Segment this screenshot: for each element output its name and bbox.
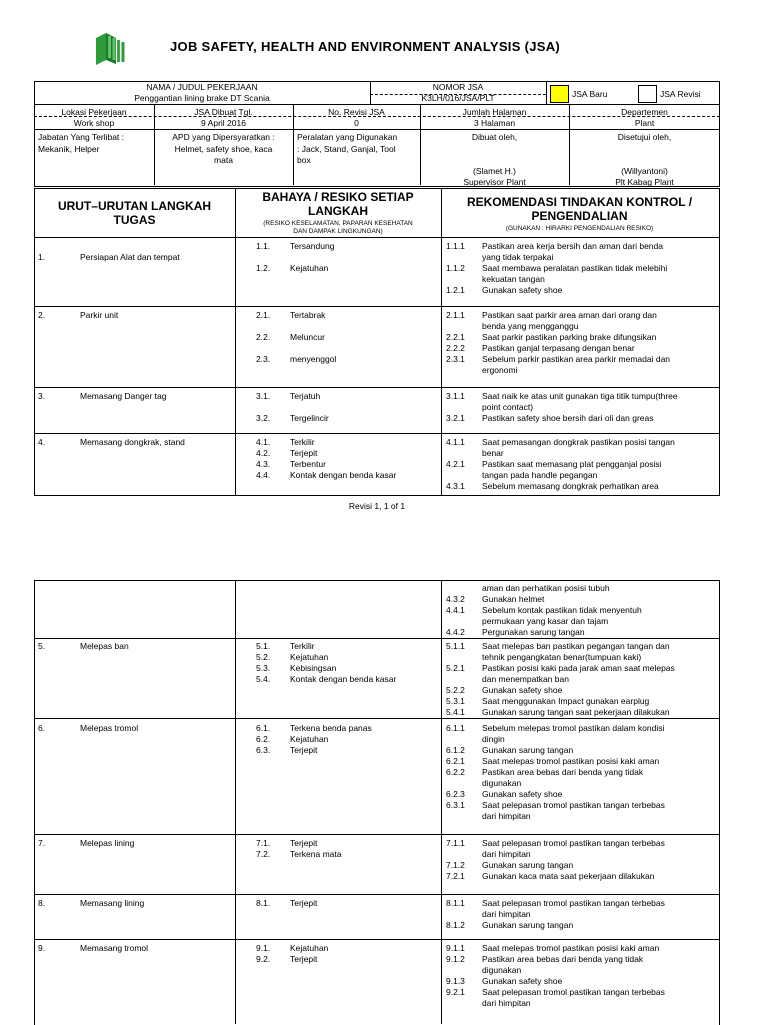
control-number: 6.1.1 — [446, 723, 465, 733]
no-revisi-value: 0 — [354, 118, 359, 128]
control-text: Saat parkir pastikan parking brake difungsikan — [482, 332, 657, 342]
control-number: 6.2.3 — [446, 789, 465, 799]
row-number: 8. — [38, 898, 46, 908]
departemen-value: Plant — [634, 118, 655, 128]
control-text: Saat pelepasan tromol pastikan tangan terbebas — [482, 800, 665, 810]
control-number: 4.4.2 — [446, 627, 465, 637]
row-divider — [34, 638, 720, 639]
hazard-number: 9.2. — [256, 954, 271, 964]
control-text: Pastikan posisi kaki pada jarak aman saat melepas — [482, 663, 675, 673]
row-task: Melepas tromol — [80, 723, 139, 733]
row-divider — [34, 306, 720, 307]
row-divider — [34, 834, 720, 835]
control-number: 5.2.1 — [446, 663, 465, 673]
control-number: 4.2.1 — [446, 459, 465, 469]
jsa-revisi-checkbox[interactable] — [638, 85, 657, 103]
control-text: permukaan yang kasar dan tajam — [482, 616, 609, 626]
row-number: 3. — [38, 391, 46, 401]
hazard-text: Kejatuhan — [290, 652, 329, 662]
company-logo — [94, 30, 128, 66]
hazard-number: 4.1. — [256, 437, 271, 447]
row-task: Memasang lining — [80, 898, 145, 908]
page-title: JOB SAFETY, HEALTH AND ENVIRONMENT ANALYSIS (JSA) — [170, 39, 561, 54]
control-number: 5.4.1 — [446, 707, 465, 717]
row-number: 5. — [38, 641, 46, 651]
control-text: yang tidak terpakai — [482, 252, 554, 262]
control-text: dari himpitan — [482, 909, 531, 919]
hazard-text: Tertabrak — [290, 310, 326, 320]
peralatan-value-line1: : Jack, Stand, Ganjal, Tool — [297, 144, 396, 154]
control-text: dari himpitan — [482, 998, 531, 1008]
row-number: 2. — [38, 310, 46, 320]
control-text: Saat pelepasan tromol pastikan tangan terbebas — [482, 898, 665, 908]
control-text: tehnik pengangkatan benar(tumpuan kaki) — [482, 652, 642, 662]
col-header-bahaya-line1: BAHAYA / RESIKO SETIAP — [262, 190, 414, 204]
control-text: Gunakan safety shoe — [482, 685, 563, 695]
col-header-urut-line1: URUT–URUTAN LANGKAH — [57, 199, 212, 213]
control-text: point contact) — [482, 402, 534, 412]
control-text: Sebelum memasang dongkrak perhatikan area — [482, 481, 659, 491]
control-text: tangan pada handle pegangan — [482, 470, 598, 480]
col-header-bahaya-line2: LANGKAH — [308, 204, 368, 218]
control-number: 9.1.2 — [446, 954, 465, 964]
control-text: Gunakan safety shoe — [482, 789, 563, 799]
row-number: 7. — [38, 838, 46, 848]
dibuat-tgl-label: JSA Dibuat Tgl. — [194, 107, 253, 117]
hazard-text: Terkena benda panas — [290, 723, 372, 733]
hazard-text: Kebisingsan — [290, 663, 337, 673]
hazard-number: 2.3. — [256, 354, 271, 364]
control-text: Sebelum melepas tromol pastikan dalam kondisi — [482, 723, 665, 733]
control-text: Saat melepas ban pastikan pegangan tangan dan — [482, 641, 670, 651]
control-number: 6.2.1 — [446, 756, 465, 766]
jabatan-value: Mekanik, Helper — [38, 144, 100, 154]
row-divider — [34, 894, 720, 895]
hazard-number: 5.2. — [256, 652, 271, 662]
lokasi-label: Lokasi Pekerjaan — [61, 107, 127, 117]
hazard-number: 1.2. — [256, 263, 271, 273]
apd-label: APD yang Dipersyaratkan : — [172, 132, 275, 142]
departemen-label: Departemen — [621, 107, 668, 117]
control-text: dingin — [482, 734, 505, 744]
row-task: Memasang Danger tag — [80, 391, 167, 401]
control-text: Sebelum kontak pastikan tidak menyentuh — [482, 605, 642, 615]
control-number: 6.2.2 — [446, 767, 465, 777]
control-number: 3.1.1 — [446, 391, 465, 401]
control-number: 9.1.3 — [446, 976, 465, 986]
hazard-text: menyenggol — [290, 354, 337, 364]
hazard-number: 6.3. — [256, 745, 271, 755]
jsa-baru-checkbox[interactable] — [550, 85, 569, 103]
hazard-number: 1.1. — [256, 241, 271, 251]
hazard-text: Meluncur — [290, 332, 325, 342]
hazard-text: Terjepit — [290, 745, 318, 755]
col-header-urut-line2: TUGAS — [113, 213, 156, 227]
control-text: benda yang mengganggu — [482, 321, 579, 331]
control-number: 7.1.1 — [446, 838, 465, 848]
row-task: Melepas lining — [80, 838, 135, 848]
nama-label: NAMA / JUDUL PEKERJAAN — [146, 82, 258, 92]
hazard-number: 6.1. — [256, 723, 271, 733]
apd-value-line1: Helmet, safety shoe, kaca — [174, 144, 273, 154]
no-revisi-label: No. Revisi JSA — [328, 107, 385, 117]
control-text: digunakan — [482, 778, 522, 788]
control-text: Saat membawa peralatan pastikan tidak melebihi — [482, 263, 668, 273]
row-divider — [34, 939, 720, 940]
hazard-number: 7.1. — [256, 838, 271, 848]
disetujui-oleh-label: Disetujui oleh, — [617, 132, 672, 142]
dibuat-jabatan: Supervisor Plant — [463, 177, 526, 187]
hazard-text: Terkilir — [290, 437, 315, 447]
jumlah-value: 3 Halaman — [473, 118, 516, 128]
control-text: dari himpitan — [482, 849, 531, 859]
control-text: Gunakan sarung tangan — [482, 745, 574, 755]
control-number: 1.1.2 — [446, 263, 465, 273]
control-number: 5.1.1 — [446, 641, 465, 651]
control-text: Gunakan safety shoe — [482, 976, 563, 986]
control-number: 5.3.1 — [446, 696, 465, 706]
control-text: Gunakan safety shoe — [482, 285, 563, 295]
nama-value: Penggantian lining brake DT Scania — [134, 93, 270, 103]
col-header-rekomendasi-line1: REKOMENDASI TINDAKAN KONTROL / — [466, 195, 693, 209]
row-divider — [34, 433, 720, 434]
control-text: Saat menggunakan Impact gunakan earplug — [482, 696, 650, 706]
disetujui-nama: (Willyantoni) — [621, 166, 668, 176]
hazard-text: Terjepit — [290, 448, 318, 458]
row-number: 9. — [38, 943, 46, 953]
control-text: aman dan perhatikan posisi tubuh — [482, 583, 610, 593]
control-number: 1.2.1 — [446, 285, 465, 295]
control-number: 2.2.1 — [446, 332, 465, 342]
nomor-label: NOMOR JSA — [432, 82, 484, 92]
control-number: 4.4.1 — [446, 605, 465, 615]
nomor-value: K3LH/016/JSA/PLT — [421, 93, 495, 103]
hazard-number: 5.1. — [256, 641, 271, 651]
row-task: Persiapan Alat dan tempat — [80, 252, 180, 262]
col-subheader-bahaya-line2: DAN DAMPAK LINGKUNGAN) — [293, 228, 383, 235]
jabatan-label: Jabatan Yang Terlibat : — [38, 132, 125, 142]
page-footer: Revisi 1, 1 of 1 — [348, 501, 406, 511]
control-text: Gunakan sarung tangan — [482, 860, 574, 870]
control-text: dan menempatkan ban — [482, 674, 569, 684]
hazard-number: 6.2. — [256, 734, 271, 744]
control-number: 9.1.1 — [446, 943, 465, 953]
row-task: Melepas ban — [80, 641, 129, 651]
hazard-text: Tergelincir — [290, 413, 329, 423]
hazard-text: Terjepit — [290, 954, 318, 964]
control-text: Pastikan saat memasang plat pengganjal posisi — [482, 459, 662, 469]
control-text: Pastikan safety shoe bersih dari oli dan greas — [482, 413, 654, 423]
control-text: kekuatan tangan — [482, 274, 545, 284]
hazard-text: Terjepit — [290, 838, 318, 848]
control-text: Saat melepas tromol pastikan posisi kaki aman — [482, 943, 660, 953]
col-subheader-bahaya-line1: (RESIKO KESELAMATAN, PAPARAN KESEHATAN — [263, 220, 413, 227]
hazard-number: 2.1. — [256, 310, 271, 320]
control-text: Saat pelepasan tromol pastikan tangan terbebas — [482, 987, 665, 997]
hazard-number: 4.4. — [256, 470, 271, 480]
control-number: 5.2.2 — [446, 685, 465, 695]
control-number: 9.2.1 — [446, 987, 465, 997]
control-number: 6.1.2 — [446, 745, 465, 755]
disetujui-jabatan: Plt Kabag Plant — [615, 177, 674, 187]
control-text: Gunakan kaca mata saat pekerjaan dilakukan — [482, 871, 655, 881]
row-divider — [34, 718, 720, 719]
control-number: 4.3.1 — [446, 481, 465, 491]
peralatan-label: Peralatan yang Digunakan — [297, 132, 398, 142]
row-task: Memasang dongkrak, stand — [80, 437, 185, 447]
control-number: 4.1.1 — [446, 437, 465, 447]
control-text: Gunakan sarung tangan saat pekerjaan dilakukan — [482, 707, 670, 717]
dibuat-oleh-label: Dibuat oleh, — [471, 132, 518, 142]
control-text: Saat naik ke atas unit gunakan tiga titik tumpu(three — [482, 391, 678, 401]
hazard-number: 4.3. — [256, 459, 271, 469]
apd-value-line2: mata — [214, 155, 233, 165]
col-subheader-rekomendasi: (GUNAKAN : HIRARKI PENGENDALIAN RESIKO) — [505, 225, 654, 232]
lokasi-value: Work shop — [73, 118, 115, 128]
control-number: 2.2.2 — [446, 343, 465, 353]
hazard-text: Terkilir — [290, 641, 315, 651]
hazard-text: Terbentur — [290, 459, 326, 469]
control-number: 3.2.1 — [446, 413, 465, 423]
row-number: 4. — [38, 437, 46, 447]
hazard-number: 3.2. — [256, 413, 271, 423]
control-text: Pastikan saat parkir area aman dari orang dan — [482, 310, 657, 320]
row-task: Memasang tromol — [80, 943, 149, 953]
hazard-number: 5.4. — [256, 674, 271, 684]
control-text: dari himpitan — [482, 811, 531, 821]
hazard-number: 2.2. — [256, 332, 271, 342]
control-text: Saat pemasangan dongkrak pastikan posisi tangan — [482, 437, 675, 447]
peralatan-value-line2: box — [297, 155, 311, 165]
row-task: Parkir unit — [80, 310, 119, 320]
hazard-text: Kejatuhan — [290, 734, 329, 744]
hazard-text: Terkena mata — [290, 849, 342, 859]
control-number: 7.2.1 — [446, 871, 465, 881]
control-text: Gunakan sarung tangan — [482, 920, 574, 930]
hazard-number: 7.2. — [256, 849, 271, 859]
hazard-number: 4.2. — [256, 448, 271, 458]
control-text: ergonomi — [482, 365, 518, 375]
control-number: 6.3.1 — [446, 800, 465, 810]
row-number: 6. — [38, 723, 46, 733]
jumlah-label: Jumlah Halaman — [462, 107, 527, 117]
dibuat-tgl-value: 9 April 2016 — [201, 118, 246, 128]
dibuat-nama: (Slamet H.) — [473, 166, 516, 176]
jsa-baru-label: JSA Baru — [572, 89, 608, 99]
hazard-text: Terjepit — [290, 898, 318, 908]
control-text: Saat melepas tromol pastikan posisi kaki aman — [482, 756, 660, 766]
control-text: Pastikan area bebas dari benda yang tidak — [482, 767, 644, 777]
control-text: Pastikan area kerja bersih dan aman dari benda — [482, 241, 663, 251]
hazard-number: 3.1. — [256, 391, 271, 401]
control-number: 1.1.1 — [446, 241, 465, 251]
col-header-rekomendasi-line2: PENGENDALIAN — [531, 209, 628, 223]
hazard-text: Terjatuh — [290, 391, 321, 401]
control-text: Pergunakan sarung tangan — [482, 627, 585, 637]
control-text: Sebelum parkir pastikan area parkir memadai dan — [482, 354, 671, 364]
hazard-number: 8.1. — [256, 898, 271, 908]
hazard-number: 9.1. — [256, 943, 271, 953]
control-number: 2.1.1 — [446, 310, 465, 320]
control-text: benar — [482, 448, 504, 458]
control-text: digunakan — [482, 965, 522, 975]
control-number: 8.1.1 — [446, 898, 465, 908]
row-number: 1. — [38, 252, 46, 262]
control-number: 2.3.1 — [446, 354, 465, 364]
jsa-revisi-label: JSA Revisi — [660, 89, 701, 99]
control-text: Pastikan area bebas dari benda yang tidak — [482, 954, 644, 964]
hazard-text: Tersandung — [290, 241, 335, 251]
control-number: 4.3.2 — [446, 594, 465, 604]
hazard-text: Kontak dengan benda kasar — [290, 674, 397, 684]
hazard-text: Kejatuhan — [290, 943, 329, 953]
hazard-text: Kejatuhan — [290, 263, 329, 273]
control-text: Gunakan helmet — [482, 594, 545, 604]
control-text: Pastikan ganjal terpasang dengan benar — [482, 343, 635, 353]
hazard-text: Kontak dengan benda kasar — [290, 470, 397, 480]
hazard-number: 5.3. — [256, 663, 271, 673]
row-divider — [34, 387, 720, 388]
control-text: Saat pelepasan tromol pastikan tangan terbebas — [482, 838, 665, 848]
control-number: 7.1.2 — [446, 860, 465, 870]
control-number: 8.1.2 — [446, 920, 465, 930]
